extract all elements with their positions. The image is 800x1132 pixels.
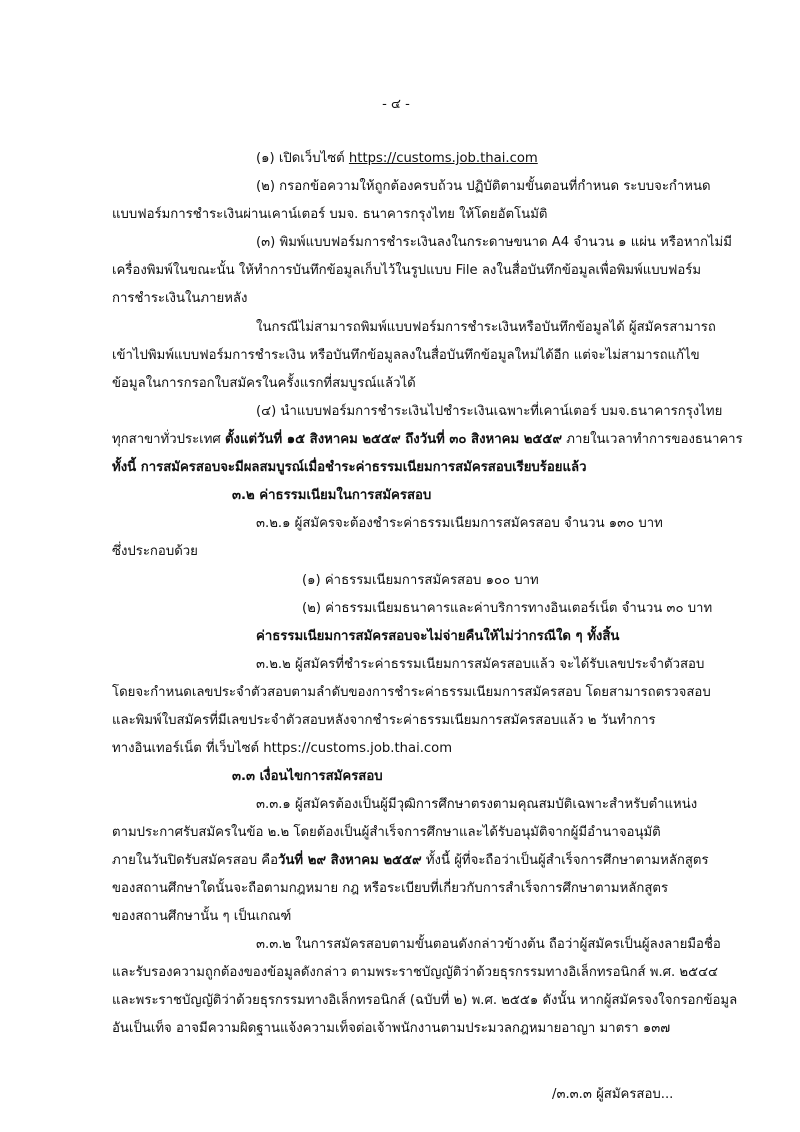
payment-period-line (112, 430, 743, 450)
body-line: ของสถานศึกษานั้น ๆ เป็นเกณฑ์ (112, 909, 292, 924)
fee-item-3-2-2: ๓.๒.๒ ผู้สมัครที่ชำระค่าธรรมเนียมการสมัครสอบแล้ว จะได้รับเลขประจำตัวสอบ (256, 657, 705, 672)
closing-date: วันที่ ๒๙ สิงหาคม ๒๕๕๙ (278, 853, 422, 868)
fee-item-3-2-1: ๓.๒.๑ ผู้สมัครจะต้องชำระค่าธรรมเนียมการสมัครสอบ จำนวน ๑๓๐ บาท (256, 516, 663, 531)
body-line: และพระราชบัญญัติว่าด้วยธุรกรรมทางอิเล็กทรอนิกส์ (ฉบับที่ ๒) พ.ศ. ๒๕๕๑ ดังนั้น หากผู้สมัครจงใจกรอกข้อมูล (112, 993, 738, 1008)
step-2-line: (๒) กรอกข้อความให้ถูกต้องครบถ้วน ปฏิบัติตามขั้นตอนที่กำหนด ระบบจะกำหนด (256, 179, 711, 194)
body-line: และรับรองความถูกต้องของข้อมูลดังกล่าว ตามพระราชบัญญัติว่าด้วยธุรกรรมทางอิเล็กทรอนิกส์ พ.ศ. ๒๕๔๔ (112, 965, 719, 980)
step-4-line: (๔) นำแบบฟอร์มการชำระเงินไปชำระเงินเฉพาะที่เคาน์เตอร์ บมจ.ธนาคารกรุงไทย (256, 404, 723, 419)
body-line: แบบฟอร์มการชำระเงินผ่านเคาน์เตอร์ บมจ. ธนาคารกรุงไทย ให้โดยอัตโนมัติ (112, 207, 548, 222)
page-number: - ๔ - (382, 97, 410, 112)
fee-sub-item-2: (๒) ค่าธรรมเนียมธนาคารและค่าบริการทางอินเตอร์เน็ต จำนวน ๓๐ บาท (302, 601, 713, 616)
body-text: ทั้งนี้ ผู้ที่จะถือว่าเป็นผู้สำเร็จการศึกษาตามหลักสูตร (421, 853, 709, 868)
body-text: ภายในวันปิดรับสมัครสอบ คือ (112, 853, 279, 868)
body-text: ทุกสาขาทั่วประเทศ (112, 432, 225, 447)
fee-sub-item-1: (๑) ค่าธรรมเนียมการสมัครสอบ ๑๐๐ บาท (302, 573, 539, 588)
website-link[interactable]: https://customs.job.thai.com (348, 151, 538, 166)
section-3-2-heading: ๓.๒ ค่าธรรมเนียมในการสมัครสอบ (232, 488, 432, 503)
continuation-marker: /๓.๓.๓ ผู้สมัครสอบ... (552, 1087, 674, 1102)
closing-date-line (112, 851, 709, 871)
body-line: การชำระเงินในภายหลัง (112, 291, 248, 306)
body-line: ข้อมูลในการกรอกใบสมัครในครั้งแรกที่สมบูรณ์แล้วได้ (112, 376, 416, 391)
no-refund-note: ค่าธรรมเนียมการสมัครสอบจะไม่จ่ายคืนให้ไม่ว่ากรณีใด ๆ ทั้งสิ้น (256, 629, 620, 644)
step-1-text: (๑) เปิดเว็บไซต์ (256, 151, 349, 166)
body-line: และพิมพ์ใบสมัครที่มีเลขประจำตัวสอบหลังจากชำระค่าธรรมเนียมการสมัครสอบแล้ว ๒ วันทำการ (112, 713, 656, 728)
step-1-line (256, 149, 538, 169)
step-3-line: (๓) พิมพ์แบบฟอร์มการชำระเงินลงในกระดาษขนาด A4 จำนวน ๑ แผ่น หรือหากไม่มี (256, 235, 732, 250)
condition-3-3-1: ๓.๓.๑ ผู้สมัครต้องเป็นผู้มีวุฒิการศึกษาตรงตามคุณสมบัติเฉพาะสำหรับตำแหน่ง (256, 797, 698, 812)
body-line: อันเป็นเท็จ อาจมีความผิดฐานแจ้งความเท็จต่อเจ้าพนักงานตามประมวลกฎหมายอาญา มาตรา ๑๓๗ (112, 1021, 671, 1036)
body-line: ในกรณีไม่สามารถพิมพ์แบบฟอร์มการชำระเงินหรือบันทึกข้อมูลได้ ผู้สมัครสามารถ (256, 320, 716, 335)
payment-period-dates: ตั้งแต่วันที่ ๑๕ สิงหาคม ๒๕๕๙ ถึงวันที่ ๓๐ สิงหาคม ๒๕๕๙ (224, 432, 563, 447)
body-line: เข้าไปพิมพ์แบบฟอร์มการชำระเงิน หรือบันทึกข้อมูลลงในสื่อบันทึกข้อมูลใหม่ได้อีก แต่จะไม่สามารถแก้ไข (112, 348, 700, 363)
body-line: ตามประกาศรับสมัครในข้อ ๒.๒ โดยต้องเป็นผู้สำเร็จการศึกษาและได้รับอนุมัติจากผู้มีอำนาจอนุมัติ (112, 825, 661, 840)
body-line: เครื่องพิมพ์ในขณะนั้น ให้ทำการบันทึกข้อมูลเก็บไว้ในรูปแบบ File ลงในสื่อบันทึกข้อมูลเพื่อพิมพ์แบบฟอร์ม (112, 263, 702, 278)
body-line: ทางอินเทอร์เน็ต ที่เว็บไซต์ https://customs.job.thai.com (112, 741, 453, 756)
body-line: โดยจะกำหนดเลขประจำตัวสอบตามลำดับของการชำระค่าธรรมเนียมการสมัครสอบ โดยสามารถตรวจสอบ (112, 685, 711, 700)
body-line: ซึ่งประกอบด้วย (112, 544, 198, 559)
body-line: ของสถานศึกษาใดนั้นจะถือตามกฎหมาย กฎ หรือระเบียบที่เกี่ยวกับการสำเร็จการศึกษาตามหลักสูตร (112, 881, 669, 896)
body-text: ภายในเวลาทำการของธนาคาร (562, 432, 743, 447)
section-3-3-heading: ๓.๓ เงื่อนไขการสมัครสอบ (232, 769, 383, 784)
condition-3-3-2: ๓.๓.๒ ในการสมัครสอบตามขั้นตอนดังกล่าวข้างต้น ถือว่าผู้สมัครเป็นผู้ลงลายมือชื่อ (256, 937, 721, 952)
completion-note: ทั้งนี้ การสมัครสอบจะมีผลสมบูรณ์เมื่อชำระค่าธรรมเนียมการสมัครสอบเรียบร้อยแล้ว (112, 460, 587, 475)
